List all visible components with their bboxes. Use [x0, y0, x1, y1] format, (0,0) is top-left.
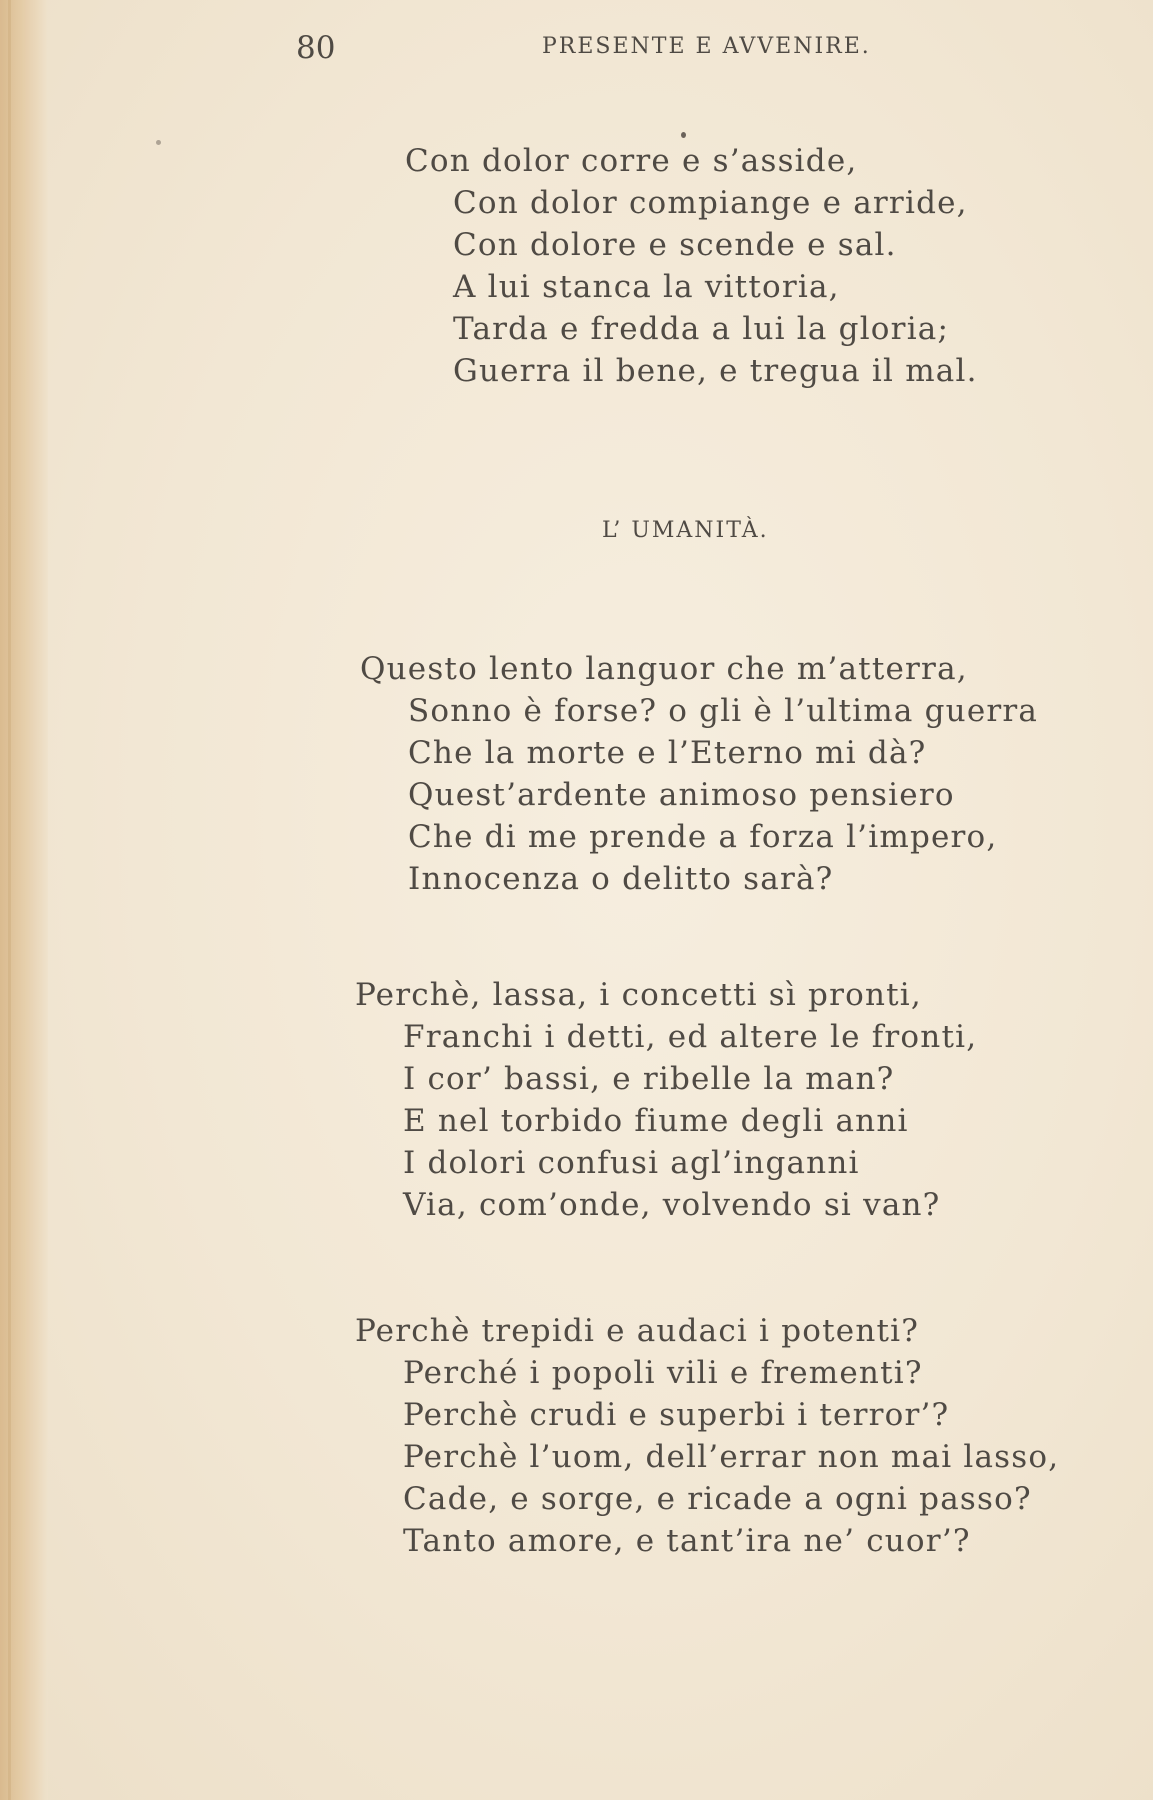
verse-line: Cade, e sorge, e ricade a ogni passo?	[403, 1481, 1032, 1517]
ink-speck	[156, 140, 161, 145]
stanza-4	[355, 1310, 1059, 1562]
verse-line: Che la morte e l’Eterno mi dà?	[408, 735, 927, 771]
verse-line: A lui stanca la vittoria,	[453, 269, 840, 305]
page-edge	[0, 0, 48, 1800]
verse-line: Perché i popoli vili e frementi?	[403, 1355, 923, 1391]
verse-line: Perchè trepidi e audaci i potenti?	[355, 1313, 920, 1349]
verse-line: Tanto amore, e tant’ira ne’ cuor’?	[403, 1523, 971, 1559]
verse-line: Franchi i detti, ed altere le fronti,	[403, 1019, 978, 1055]
verse-line: Che di me prende a forza l’impero,	[408, 819, 998, 855]
verse-line: Guerra il bene, e tregua il mal.	[453, 353, 978, 389]
verse-line: Perchè, lassa, i concetti sì pronti,	[355, 977, 922, 1013]
running-head: PRESENTE E AVVENIRE.	[542, 34, 871, 59]
verse-line: Via, com’onde, volvendo si van?	[403, 1187, 941, 1223]
ink-speck	[681, 132, 686, 138]
page-number: 80	[296, 30, 336, 66]
stanza-3	[355, 974, 977, 1226]
verse-line: I cor’ bassi, e ribelle la man?	[403, 1061, 895, 1097]
verse-line: Con dolor corre e s’asside,	[405, 143, 858, 179]
page-edge-shadow	[8, 0, 11, 1800]
section-title: L’ UMANITÀ.	[602, 518, 769, 543]
verse-line: Quest’ardente animoso pensiero	[408, 777, 955, 813]
verse-line: Perchè l’uom, dell’errar non mai lasso,	[403, 1439, 1060, 1475]
verse-line: Sonno è forse? o gli è l’ultima guerra	[408, 693, 1039, 729]
verse-line: Con dolore e scende e sal.	[453, 227, 897, 263]
stanza-2	[360, 648, 1038, 900]
verse-line: I dolori confusi agl’inganni	[403, 1145, 860, 1181]
verse-line: Con dolor compiange e arride,	[453, 185, 968, 221]
verse-line: Tarda e fredda a lui la gloria;	[453, 311, 950, 347]
verse-line: Questo lento languor che m’atterra,	[360, 651, 968, 687]
verse-line: Innocenza o delitto sarà?	[408, 861, 834, 897]
verse-line: Perchè crudi e superbi i terror’?	[403, 1397, 950, 1433]
verse-line: E nel torbido fiume degli anni	[403, 1103, 909, 1139]
stanza-1	[405, 140, 978, 392]
